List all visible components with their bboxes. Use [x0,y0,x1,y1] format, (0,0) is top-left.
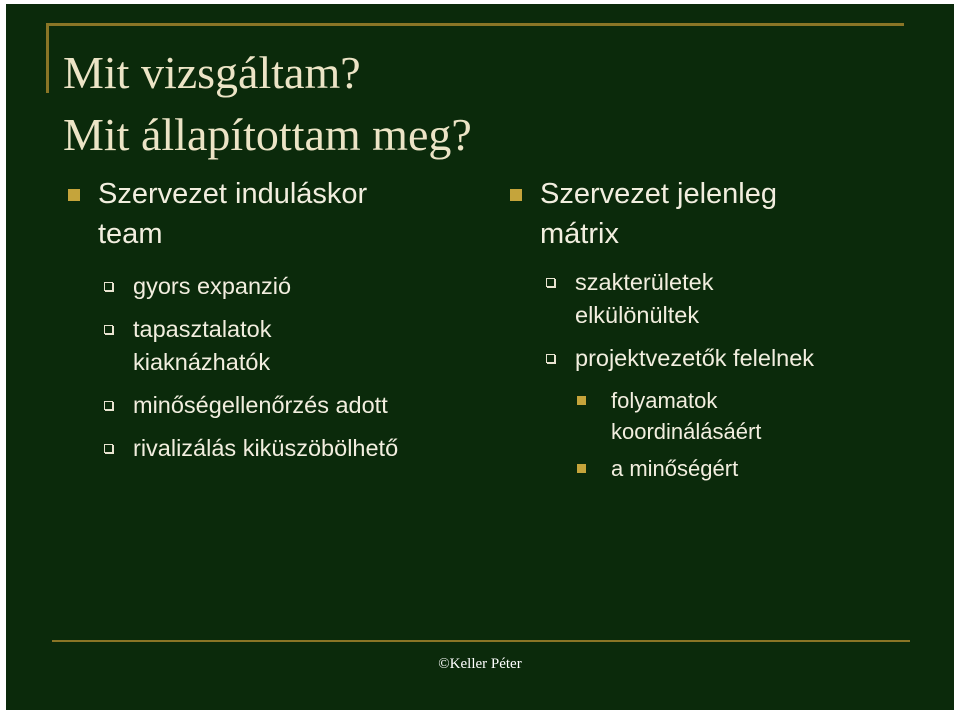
frame-top-rule [46,23,904,26]
heading-line: mátrix [540,218,619,250]
checkbox-bullet-icon [104,325,113,334]
item-line: gyors expanzió [133,273,292,299]
list-item [54,389,494,422]
list-item [54,432,494,465]
sub-list-item [496,385,936,447]
item-line: a minőségért [611,456,739,481]
item-line: minőségellenőrzés adott [133,392,388,418]
item-line: folyamatok [611,388,718,413]
heading-line: team [98,218,163,250]
checkbox-bullet-icon [104,401,113,410]
square-bullet-icon [577,396,586,405]
item-line: koordinálásáért [611,419,762,444]
footer-rule [52,640,910,642]
slide [6,4,954,710]
frame-left-rule [46,23,49,93]
square-bullet-icon [577,464,586,473]
left-heading [54,174,494,254]
title-line: Mit állapítottam meg? [63,109,472,160]
footer-copyright: ©Keller Péter [438,656,522,672]
left-column [54,174,494,475]
item-line: elkülönültek [575,302,700,328]
item-line: szakterületek [575,269,714,295]
right-heading [496,174,936,254]
item-line: projektvezetők felelnek [575,345,815,371]
list-item [496,342,936,375]
title-line: Mit vizsgáltam? [63,47,361,98]
sub-list-item [496,453,936,484]
slide-title [63,42,472,166]
checkbox-bullet-icon [104,282,113,291]
list-item [54,270,494,303]
list-item [54,313,494,379]
square-bullet-icon [510,189,522,201]
checkbox-bullet-icon [546,278,555,287]
list-item [496,266,936,332]
item-line: tapasztalatok [133,316,272,342]
right-column [496,174,936,490]
square-bullet-icon [68,189,80,201]
item-line: rivalizálás kiküszöbölhető [133,435,399,461]
checkbox-bullet-icon [546,354,555,363]
heading-line: Szervezet jelenleg [540,178,777,210]
item-line: kiaknázhatók [133,349,271,375]
checkbox-bullet-icon [104,444,113,453]
heading-line: Szervezet induláskor [98,178,368,210]
